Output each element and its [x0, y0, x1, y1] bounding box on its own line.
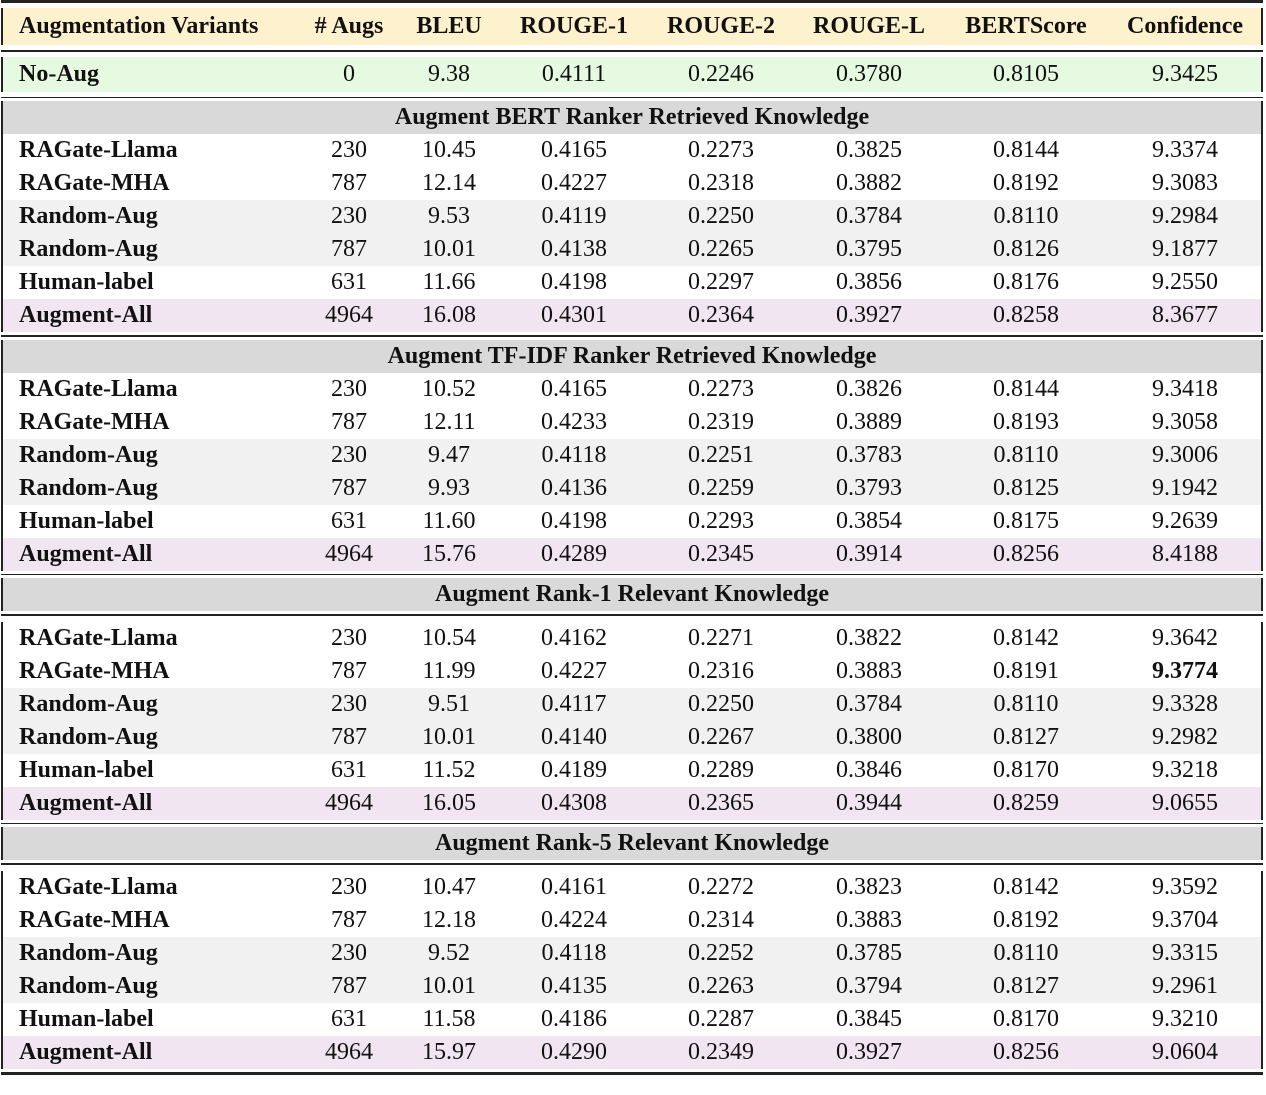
cell-rouge-1: 0.4138: [541, 236, 607, 262]
cell-confidence: Confidence: [1127, 13, 1243, 39]
cell-augs: 787: [331, 657, 367, 684]
cell-rouge-l: 0.3784: [836, 690, 902, 717]
cell-augs: 787: [331, 170, 367, 196]
table-row: [1, 937, 1263, 970]
cell-bertscore: 0.8110: [993, 939, 1059, 966]
cell-bleu: 10.01: [422, 236, 476, 262]
cell-rouge-1: 0.4165: [541, 375, 607, 402]
cell-rouge-2: ROUGE-2: [667, 13, 775, 39]
cell-rouge-1: 0.4161: [541, 873, 607, 900]
cell-augs: 230: [331, 939, 367, 966]
cell-augs: 4964: [325, 1038, 373, 1065]
cell-confidence: 9.3704: [1152, 906, 1218, 933]
variant-name: Random-Aug: [19, 939, 158, 966]
section-header: [1, 101, 1263, 134]
cell-rouge-l: ROUGE-L: [812, 13, 926, 39]
cell-augs: # Augs: [314, 13, 384, 39]
cell-bertscore: 0.8170: [993, 756, 1059, 783]
cell-augs: 230: [331, 137, 367, 163]
variant-name: Augment-All: [19, 1038, 153, 1065]
cell-bertscore: 0.8105: [993, 60, 1059, 87]
cell-rouge-1: 0.4135: [541, 972, 607, 999]
cell-rouge-2: 0.2265: [688, 236, 754, 262]
table-row: [1, 299, 1263, 332]
cell-confidence: 9.3315: [1152, 939, 1218, 966]
variant-name: Human-label: [19, 269, 154, 295]
cell-rouge-l: 0.3784: [836, 203, 902, 229]
cell-augs: 631: [331, 756, 367, 783]
cell-bertscore: 0.8127: [993, 723, 1059, 750]
cell-bleu: 9.47: [428, 441, 470, 468]
cell-rouge-2: 0.2293: [688, 507, 754, 534]
table-row: [1, 1036, 1263, 1069]
table-row: [1, 970, 1263, 1003]
variant-name: Augment-All: [19, 302, 153, 328]
table-row: [1, 134, 1263, 167]
cell-confidence: 9.3210: [1152, 1005, 1218, 1032]
cell-rouge-2: 0.2259: [688, 474, 754, 501]
variant-name: Augmentation Variants: [19, 13, 259, 39]
cell-rouge-2: 0.2345: [688, 540, 754, 567]
cell-rouge-1: 0.4118: [541, 441, 607, 468]
cell-bleu: 9.51: [428, 690, 470, 717]
cell-confidence: 9.2984: [1152, 203, 1218, 229]
variant-name: RAGate-MHA: [19, 906, 170, 933]
cell-bertscore: 0.8259: [993, 789, 1059, 816]
variant-name: RAGate-Llama: [19, 624, 178, 651]
cell-rouge-2: 0.2246: [688, 60, 754, 87]
table-row: [1, 721, 1263, 754]
cell-rouge-2: 0.2297: [688, 269, 754, 295]
cell-rouge-2: 0.2349: [688, 1038, 754, 1065]
cell-rouge-2: 0.2318: [688, 170, 754, 196]
variant-name: RAGate-Llama: [19, 375, 178, 402]
table-row: [1, 200, 1263, 233]
cell-rouge-l: 0.3780: [836, 60, 902, 87]
cell-rouge-1: 0.4233: [541, 408, 607, 435]
variant-name: RAGate-Llama: [19, 873, 178, 900]
cell-bertscore: 0.8192: [993, 170, 1059, 196]
cell-rouge-1: 0.4117: [541, 690, 607, 717]
cell-confidence: 9.3058: [1152, 408, 1218, 435]
cell-augs: 787: [331, 972, 367, 999]
cell-confidence: 9.1942: [1152, 474, 1218, 501]
cell-augs: 4964: [325, 540, 373, 567]
cell-rouge-1: 0.4186: [541, 1005, 607, 1032]
cell-rouge-2: 0.2319: [688, 408, 754, 435]
table-row: [1, 688, 1263, 721]
table-row: [1, 754, 1263, 787]
section-title: Augment TF-IDF Ranker Retrieved Knowledge: [387, 342, 877, 369]
variant-name: Augment-All: [19, 789, 153, 816]
table-row: [1, 472, 1263, 505]
cell-bertscore: 0.8256: [993, 540, 1059, 567]
cell-rouge-2: 0.2252: [688, 939, 754, 966]
section-title: Augment Rank-1 Relevant Knowledge: [435, 581, 829, 607]
cell-rouge-1: 0.4227: [541, 657, 607, 684]
variant-name: RAGate-Llama: [19, 137, 178, 163]
cell-rouge-2: 0.2250: [688, 690, 754, 717]
cell-rouge-1: 0.4198: [541, 269, 607, 295]
cell-augs: 787: [331, 236, 367, 262]
cell-rouge-1: 0.4111: [541, 60, 607, 87]
cell-bleu: 12.18: [422, 906, 476, 933]
variant-name: Random-Aug: [19, 723, 158, 750]
cell-rouge-1: ROUGE-1: [520, 13, 628, 39]
cell-rouge-2: 0.2287: [688, 1005, 754, 1032]
cell-bleu: 10.52: [422, 375, 476, 402]
cell-bertscore: 0.8110: [993, 203, 1059, 229]
cell-rouge-1: 0.4140: [541, 723, 607, 750]
section-header: [1, 340, 1263, 373]
cell-augs: 230: [331, 624, 367, 651]
cell-confidence: 9.3083: [1152, 170, 1218, 196]
cell-bertscore: 0.8176: [993, 269, 1059, 295]
table-row: [1, 373, 1263, 406]
cell-rouge-1: 0.4119: [541, 203, 607, 229]
cell-rouge-1: 0.4136: [541, 474, 607, 501]
cell-augs: 631: [331, 507, 367, 534]
cell-bleu: 15.97: [422, 1038, 476, 1065]
cell-bertscore: 0.8193: [993, 408, 1059, 435]
cell-bleu: 9.52: [428, 939, 470, 966]
cell-rouge-1: 0.4162: [541, 624, 607, 651]
results-table: [1, 0, 1263, 1075]
cell-bleu: 11.99: [422, 657, 476, 684]
cell-confidence: 9.3374: [1152, 137, 1218, 163]
cell-rouge-l: 0.3823: [836, 873, 902, 900]
table-row: [1, 505, 1263, 538]
table-row: [1, 787, 1263, 820]
header-row: [1, 8, 1263, 45]
table-row: [1, 655, 1263, 688]
cell-rouge-1: 0.4198: [541, 507, 607, 534]
table-row: [1, 167, 1263, 200]
section-title: Augment BERT Ranker Retrieved Knowledge: [394, 104, 870, 130]
cell-bertscore: 0.8144: [993, 137, 1059, 163]
cell-bertscore: 0.8127: [993, 972, 1059, 999]
table-row: [1, 266, 1263, 299]
variant-name: Human-label: [19, 756, 154, 783]
cell-bertscore: 0.8142: [993, 624, 1059, 651]
cell-confidence: 8.4188: [1152, 540, 1218, 567]
cell-confidence: 9.2550: [1152, 269, 1218, 295]
cell-confidence: 9.2639: [1152, 507, 1218, 534]
cell-rouge-1: 0.4308: [541, 789, 607, 816]
cell-bleu: 12.11: [422, 408, 476, 435]
cell-bertscore: 0.8125: [993, 474, 1059, 501]
cell-bertscore: 0.8110: [993, 690, 1059, 717]
cell-rouge-2: 0.2263: [688, 972, 754, 999]
cell-rouge-2: 0.2316: [688, 657, 754, 684]
variant-name: RAGate-MHA: [19, 657, 170, 684]
cell-rouge-l: 0.3927: [836, 302, 902, 328]
cell-rouge-2: 0.2365: [688, 789, 754, 816]
variant-name: Random-Aug: [19, 236, 158, 262]
cell-rouge-1: 0.4227: [541, 170, 607, 196]
cell-rouge-2: 0.2251: [688, 441, 754, 468]
cell-confidence: 9.3642: [1152, 624, 1218, 651]
cell-rouge-l: 0.3785: [836, 939, 902, 966]
variant-name: Random-Aug: [19, 441, 158, 468]
cell-rouge-l: 0.3783: [836, 441, 902, 468]
cell-rouge-l: 0.3883: [836, 906, 902, 933]
cell-augs: 4964: [325, 789, 373, 816]
cell-bleu: 16.08: [422, 302, 476, 328]
cell-bleu: 9.53: [428, 203, 470, 229]
variant-name: Random-Aug: [19, 203, 158, 229]
variant-name: Human-label: [19, 1005, 154, 1032]
cell-bleu: BLEU: [416, 13, 482, 39]
cell-augs: 230: [331, 375, 367, 402]
table-row: [1, 406, 1263, 439]
cell-rouge-l: 0.3883: [836, 657, 902, 684]
cell-rouge-l: 0.3793: [836, 474, 902, 501]
cell-rouge-l: 0.3822: [836, 624, 902, 651]
cell-bleu: 11.52: [422, 756, 476, 783]
cell-confidence: 9.3328: [1152, 690, 1218, 717]
cell-rouge-1: 0.4165: [541, 137, 607, 163]
cell-bertscore: 0.8191: [993, 657, 1059, 684]
cell-bleu: 11.60: [422, 507, 476, 534]
cell-augs: 787: [331, 906, 367, 933]
cell-rouge-l: 0.3854: [836, 507, 902, 534]
cell-rouge-l: 0.3800: [836, 723, 902, 750]
cell-confidence: 9.0604: [1152, 1038, 1218, 1065]
cell-bleu: 11.66: [422, 269, 476, 295]
cell-rouge-l: 0.3944: [836, 789, 902, 816]
variant-name: Human-label: [19, 507, 154, 534]
cell-augs: 0: [343, 60, 355, 87]
section-header: [1, 578, 1263, 611]
cell-rouge-2: 0.2314: [688, 906, 754, 933]
cell-confidence: 9.2961: [1152, 972, 1218, 999]
table-row: [1, 622, 1263, 655]
cell-rouge-2: 0.2271: [688, 624, 754, 651]
cell-rouge-2: 0.2364: [688, 302, 754, 328]
cell-confidence: 9.3418: [1152, 375, 1218, 402]
cell-bleu: 9.38: [428, 60, 470, 87]
variant-name: Augment-All: [19, 540, 153, 567]
cell-rouge-l: 0.3856: [836, 269, 902, 295]
cell-augs: 230: [331, 441, 367, 468]
cell-rouge-l: 0.3795: [836, 236, 902, 262]
cell-bertscore: 0.8175: [993, 507, 1059, 534]
variant-name: No-Aug: [19, 60, 100, 87]
cell-confidence: 9.3774: [1152, 657, 1218, 684]
table-row: [1, 439, 1263, 472]
cell-rouge-1: 0.4301: [541, 302, 607, 328]
table-row: [1, 1003, 1263, 1036]
cell-bleu: 15.76: [422, 540, 476, 567]
cell-confidence: 9.3218: [1152, 756, 1218, 783]
cell-confidence: 9.1877: [1152, 236, 1218, 262]
cell-bleu: 10.45: [422, 137, 476, 163]
cell-rouge-l: 0.3914: [836, 540, 902, 567]
cell-rouge-1: 0.4224: [541, 906, 607, 933]
cell-bleu: 10.54: [422, 624, 476, 651]
cell-bertscore: 0.8126: [993, 236, 1059, 262]
table-row: [1, 538, 1263, 571]
cell-rouge-l: 0.3927: [836, 1038, 902, 1065]
cell-augs: 631: [331, 1005, 367, 1032]
cell-bleu: 12.14: [422, 170, 476, 196]
cell-bertscore: 0.8144: [993, 375, 1059, 402]
cell-rouge-2: 0.2289: [688, 756, 754, 783]
cell-rouge-2: 0.2267: [688, 723, 754, 750]
cell-augs: 787: [331, 474, 367, 501]
cell-confidence: 9.3425: [1152, 60, 1218, 87]
cell-rouge-1: 0.4189: [541, 756, 607, 783]
cell-bleu: 16.05: [422, 789, 476, 816]
table-row: [1, 233, 1263, 266]
baseline-row: [1, 57, 1263, 92]
section-title: Augment Rank-5 Relevant Knowledge: [435, 830, 829, 856]
cell-rouge-2: 0.2273: [688, 375, 754, 402]
cell-bleu: 10.01: [422, 723, 476, 750]
cell-augs: 230: [331, 690, 367, 717]
variant-name: Random-Aug: [19, 474, 158, 501]
cell-bertscore: 0.8256: [993, 1038, 1059, 1065]
cell-bertscore: 0.8192: [993, 906, 1059, 933]
cell-bleu: 10.47: [422, 873, 476, 900]
cell-augs: 787: [331, 723, 367, 750]
cell-rouge-1: 0.4290: [541, 1038, 607, 1065]
cell-confidence: 9.3006: [1152, 441, 1218, 468]
cell-rouge-l: 0.3889: [836, 408, 902, 435]
variant-name: Random-Aug: [19, 972, 158, 999]
cell-bertscore: 0.8142: [993, 873, 1059, 900]
section-header: [1, 827, 1263, 860]
cell-bertscore: 0.8258: [993, 302, 1059, 328]
cell-rouge-l: 0.3882: [836, 170, 902, 196]
cell-augs: 4964: [325, 302, 373, 328]
cell-rouge-l: 0.3825: [836, 137, 902, 163]
cell-bertscore: 0.8170: [993, 1005, 1059, 1032]
table-row: [1, 871, 1263, 904]
cell-augs: 787: [331, 408, 367, 435]
cell-rouge-l: 0.3846: [836, 756, 902, 783]
cell-augs: 230: [331, 873, 367, 900]
variant-name: Random-Aug: [19, 690, 158, 717]
cell-bertscore: 0.8110: [993, 441, 1059, 468]
cell-rouge-1: 0.4289: [541, 540, 607, 567]
cell-confidence: 9.2982: [1152, 723, 1218, 750]
table-row: [1, 904, 1263, 937]
cell-bertscore: BERTScore: [965, 13, 1087, 39]
cell-rouge-1: 0.4118: [541, 939, 607, 966]
cell-bleu: 11.58: [422, 1005, 476, 1032]
cell-augs: 230: [331, 203, 367, 229]
cell-rouge-l: 0.3845: [836, 1005, 902, 1032]
cell-bleu: 10.01: [422, 972, 476, 999]
cell-rouge-2: 0.2250: [688, 203, 754, 229]
variant-name: RAGate-MHA: [19, 170, 170, 196]
variant-name: RAGate-MHA: [19, 408, 170, 435]
cell-rouge-l: 0.3826: [836, 375, 902, 402]
bottom-rule: [1, 1072, 1263, 1075]
cell-augs: 631: [331, 269, 367, 295]
cell-confidence: 9.0655: [1152, 789, 1218, 816]
cell-confidence: 9.3592: [1152, 873, 1218, 900]
cell-bleu: 9.93: [428, 474, 470, 501]
cell-confidence: 8.3677: [1152, 302, 1218, 328]
cell-rouge-2: 0.2272: [688, 873, 754, 900]
cell-rouge-2: 0.2273: [688, 137, 754, 163]
cell-rouge-l: 0.3794: [836, 972, 902, 999]
